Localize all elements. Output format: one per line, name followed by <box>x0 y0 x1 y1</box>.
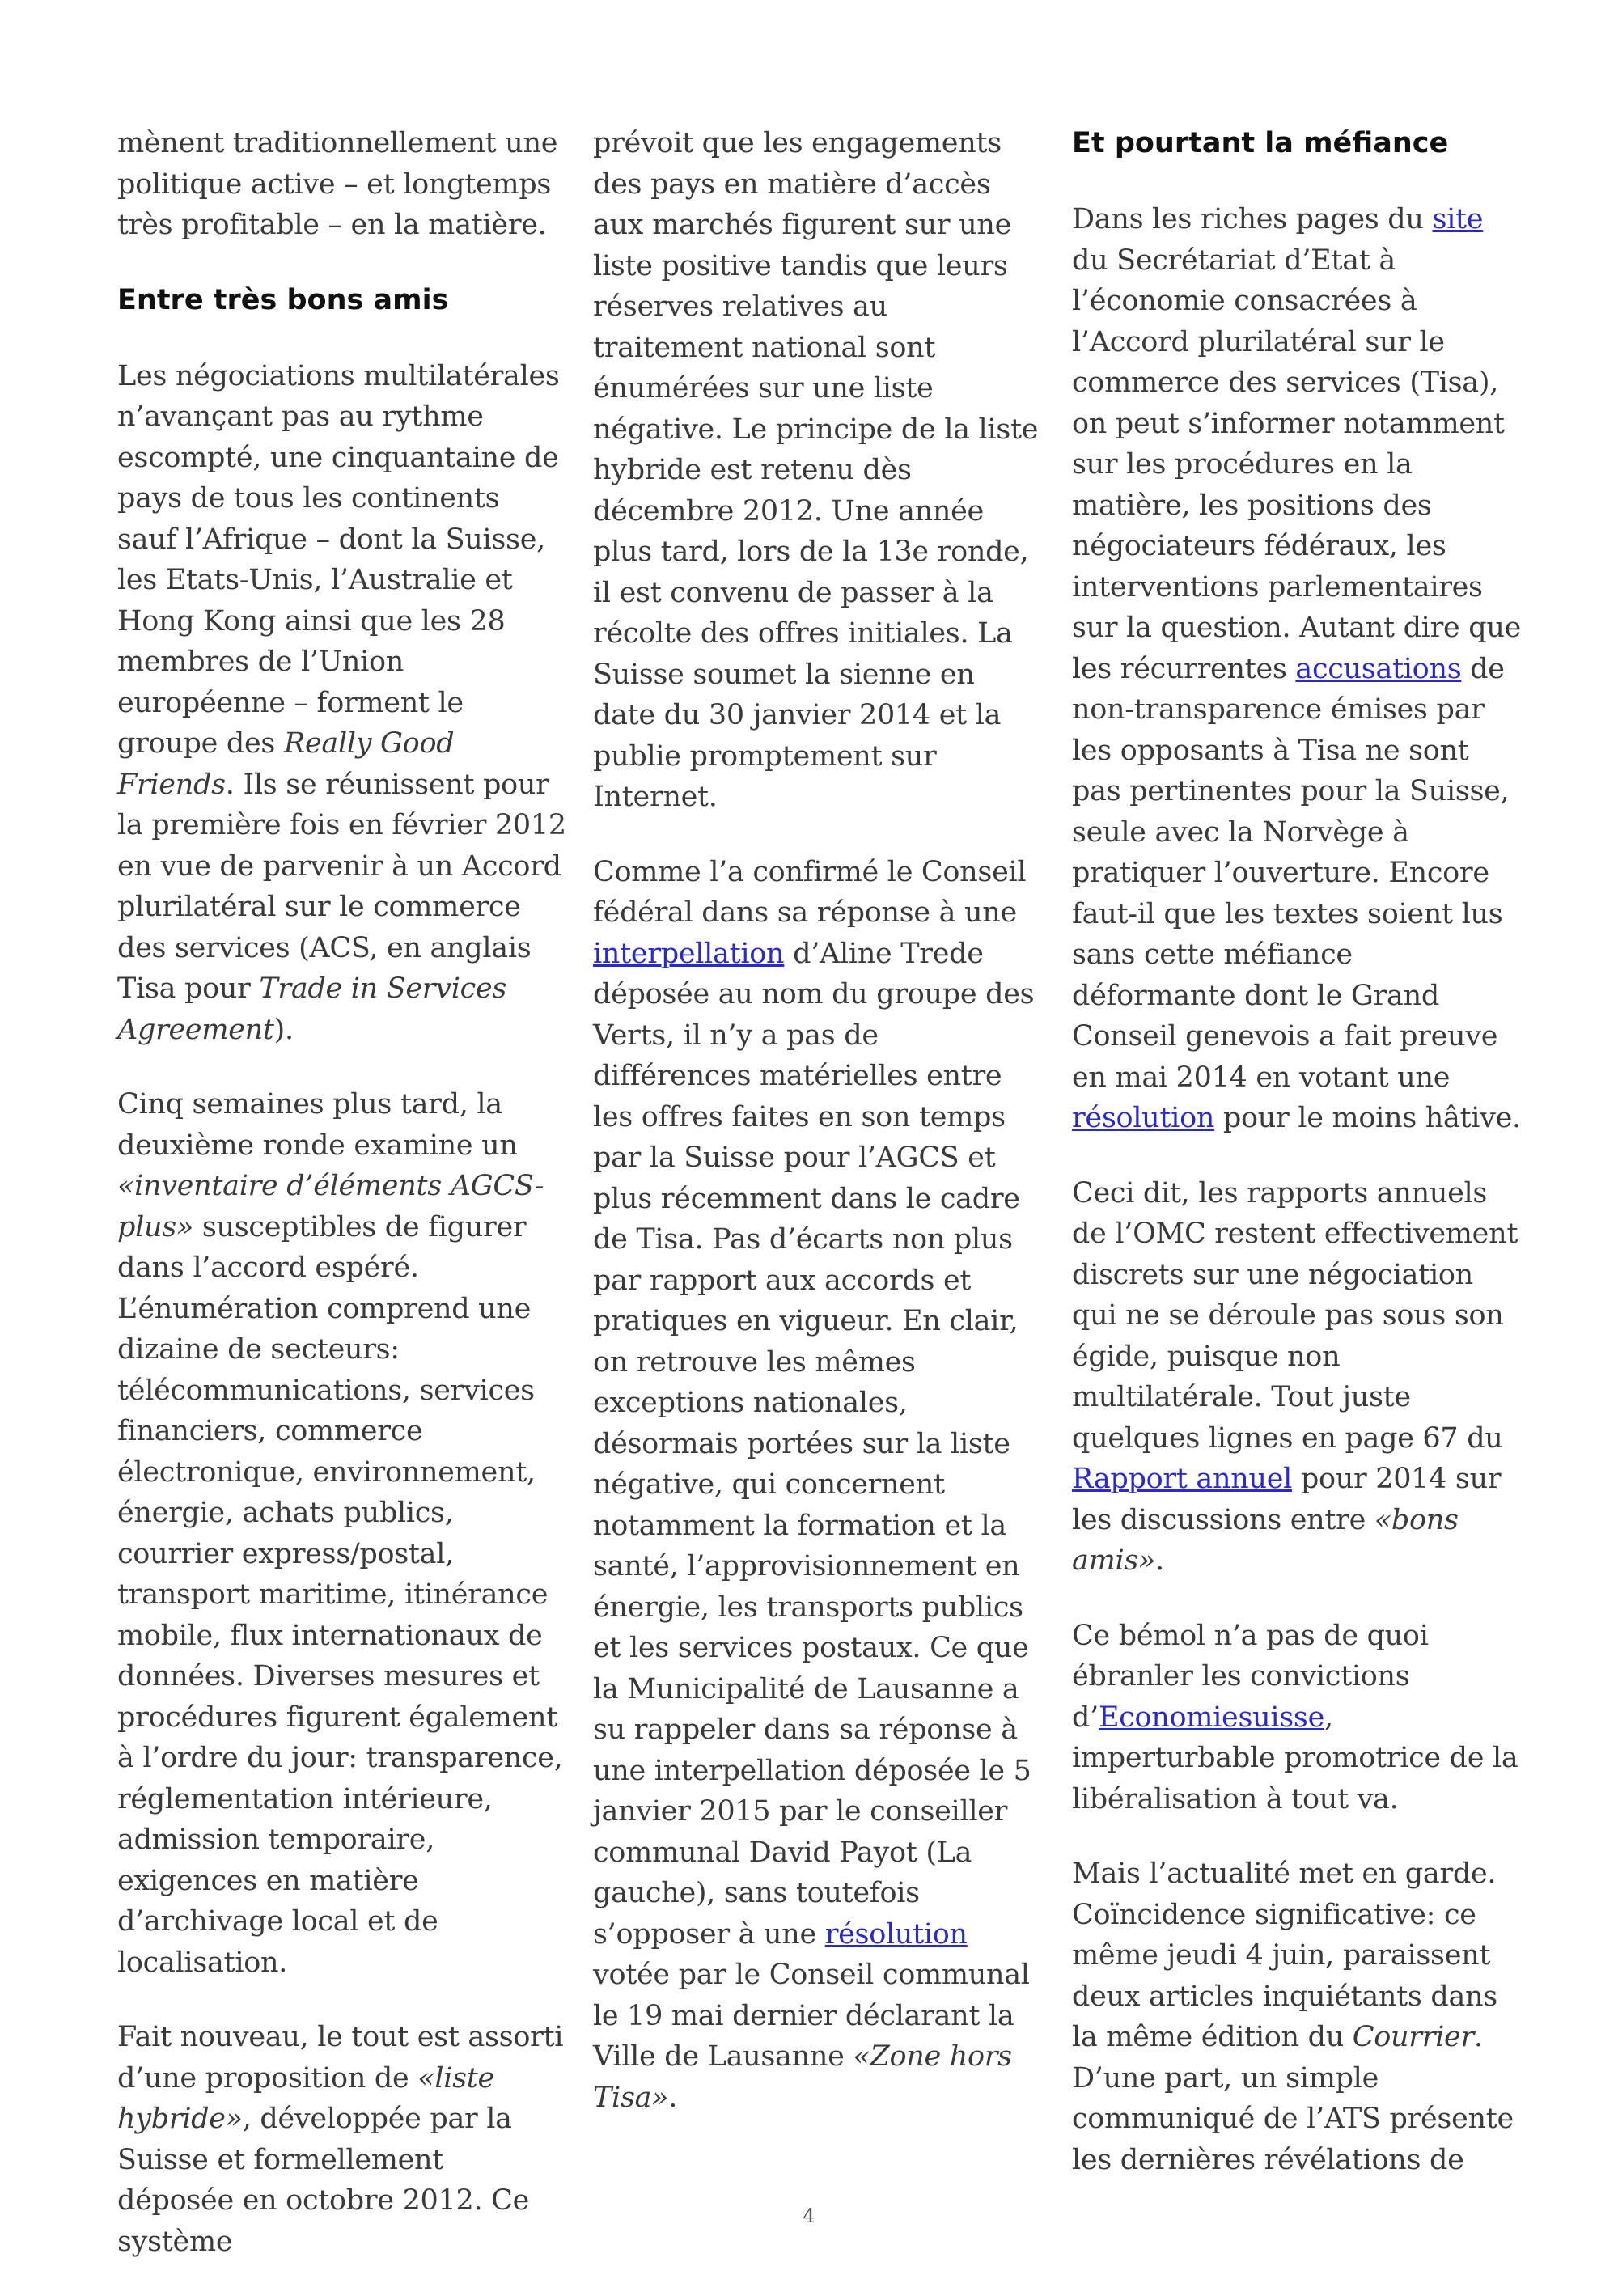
resolution-lausanne-link[interactable]: résolution <box>824 1917 968 1951</box>
interpellation-link[interactable]: interpellation <box>593 937 785 970</box>
page-number: 4 <box>803 2205 815 2227</box>
paragraph: Mais l’actualité met en garde. Coïncidence significative: ce même jeudi 4 juin, paraissent deux articles inquiétants dans la même édition du Courrier. D’une part, un simple communiqué de l’ATS présente les dernières révélations de <box>1072 1858 1514 2176</box>
column-middle <box>593 123 1042 2152</box>
paragraph: Comme l’a confirmé le Conseil fédéral dans sa réponse à une interpellation d’Aline Trede déposée au nom du groupe des Verts, il n’y a pas de différences matérielles entre les offres faites en son temps par la Suisse pour l’AGCS et plus récemment dans le cadre de Tisa. Pas d’écarts non plus par rapport aux accords et pratiques en vigueur. En clair, on retrouve les mêmes exceptions nationales, désormais portées sur la liste négative, qui concernent notamment la formation et la santé, l’approvisionnement en énergie, les transports publics et les services postaux. Ce que la Municipalité de Lausanne a su rappeler dans sa réponse à une interpellation déposée le 5 janvier 2015 par le conseiller communal David Payot (La gauche), sans toutefois s’opposer à une résolution votée par le Conseil communal le 19 mai dernier déclarant la Ville de Lausanne «Zone hors Tisa». <box>593 855 1035 2114</box>
column-left <box>117 123 566 2296</box>
italic-text: «bons amis» <box>1072 1503 1459 1577</box>
italic-text: Really Good Friends <box>117 727 455 801</box>
resolution-geneve-link[interactable]: résolution <box>1072 1102 1215 1134</box>
italic-text: «liste hybride» <box>117 2061 494 2135</box>
paragraph: Fait nouveau, le tout est assorti d’une proposition de «liste hybride», développée par la Suisse et formellement déposée en octobre 2012. Ce système <box>117 2021 564 2258</box>
italic-text: «inventaire d’éléments AGCS-plus» <box>117 1170 544 1243</box>
paragraph: Cinq semaines plus tard, la deuxième ronde examine un «inventaire d’éléments AGCS-plus» susceptibles de figurer dans l’accord espéré. L’énumération comprend une dizaine de secteurs: télécommunications, services financiers, commerce électronique, environnement, énergie, achats publics, courrier express/postal, transport maritime, itinérance mobile, flux internationaux de données. Diverses mesures et procédures figurent également à l’ordre du jour: transparence, réglementation intérieure, admission temporaire, exigences en matière d’archivage local et de localisation. <box>117 1088 563 1979</box>
italic-text: Trade in Services Agreement <box>117 972 506 1046</box>
paragraph: Ce bémol n’a pas de quoi ébranler les convictions d’Economiesuisse, imperturbable promotrice de la libéralisation à tout va. <box>1072 1619 1518 1815</box>
paragraph: Ceci dit, les rapports annuels de l’OMC restent effectivement discrets sur une négociation qui ne se déroule pas sous son égide, puisque non multilatérale. Tout juste quelques lignes en page 67 du Rapport annuel pour 2014 sur les discussions entre «bons amis». <box>1072 1176 1518 1577</box>
italic-text: «Zone hors Tisa» <box>593 2040 1012 2114</box>
column-right <box>1072 123 1521 2214</box>
rapport-annuel-link[interactable]: Rapport annuel <box>1072 1463 1293 1495</box>
section-heading: Entre très bons amis <box>117 283 449 316</box>
accusations-link[interactable]: accusations <box>1295 652 1462 685</box>
paragraph: Dans les riches pages du site du Secrétariat d’Etat à l’économie consacrées à l’Accord plurilatéral sur le commerce des services (Tisa), on peut s’informer notamment sur les procédures en la matière, les positions des négociateurs fédéraux, les interventions parlementaires sur la question. Autant dire que les récurrentes accusations de non-transparence émises par les opposants à Tisa ne sont pas pertinentes pour la Suisse, seule avec la Norvège à pratiquer l’ouverture. Encore faut-il que les textes soient lus sans cette méfiance déformante dont le Grand Conseil genevois a fait preuve en mai 2014 en votant une résolution pour le moins hâtive. <box>1072 203 1521 1134</box>
site-link[interactable]: site <box>1432 203 1484 235</box>
italic-text: Courrier <box>1352 2021 1474 2053</box>
section-heading: Et pourtant la méfiance <box>1072 127 1449 159</box>
paragraph: Les négociations multilatérales n’avançant pas au rythme escompté, une cinquantaine de pays de tous les continents sauf l’Afrique – dont la Suisse, les Etats-Unis, l’Australie et Hong Kong ainsi que les 28 membres de l’Union européenne – forment le groupe des Really Good Friends. Ils se réunissent pour la première fois en février 2012 en vue de parvenir à un Accord plurilatéral sur le commerce des services (ACS, en anglais Tisa pour Trade in Services Agreement). <box>117 359 566 1046</box>
economiesuisse-link[interactable]: Economiesuisse <box>1098 1701 1325 1734</box>
paragraph: mènent traditionnellement une politique active – et longtemps très profitable – en la matière. <box>117 127 558 241</box>
paragraph: prévoit que les engagements des pays en matière d’accès aux marchés figurent sur une liste positive tandis que leurs réserves relatives au traitement national sont énumérées sur une liste négative. Le principe de la liste hybride est retenu dès décembre 2012. Une année plus tard, lors de la 13e ronde, il est convenu de passer à la récolte des offres initiales. La Suisse soumet la sienne en date du 30 janvier 2014 et la publie promptement sur Internet. <box>593 127 1039 813</box>
